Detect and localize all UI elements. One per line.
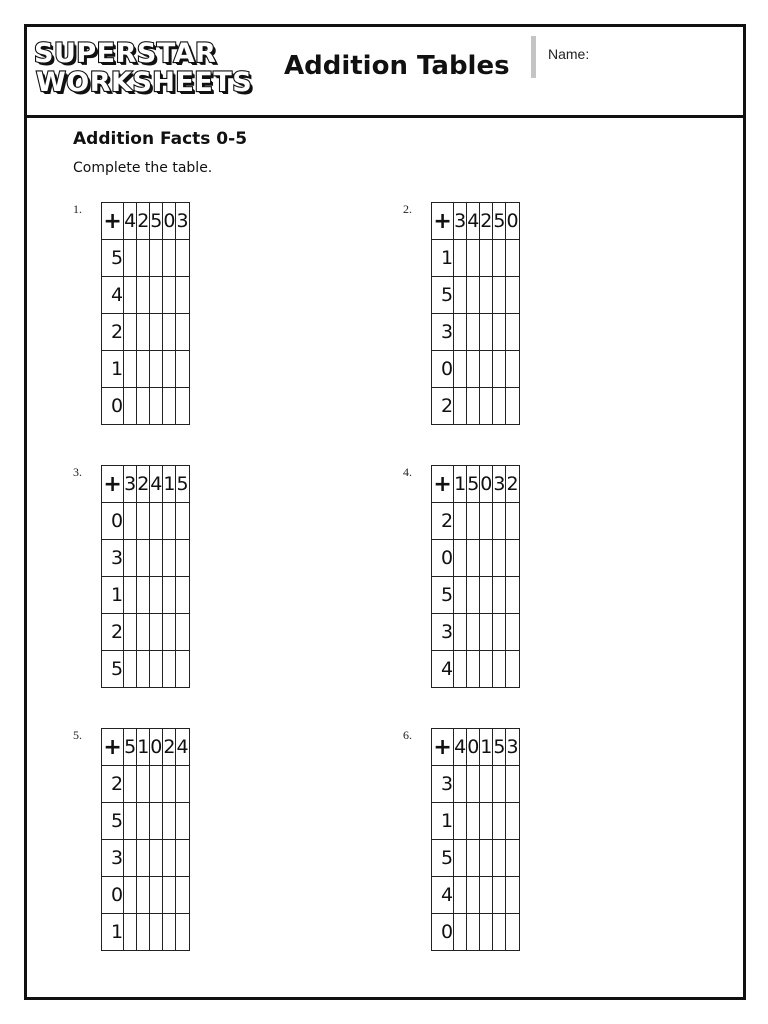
answer-cell[interactable] [137,277,150,314]
table-row [432,840,520,877]
answer-cell[interactable] [150,877,163,914]
answer-cell[interactable] [493,766,506,803]
answer-cell[interactable] [480,614,493,651]
answer-cell[interactable] [493,240,506,277]
answer-cell[interactable] [137,766,150,803]
answer-cell[interactable] [163,240,176,277]
table-row [432,388,520,425]
row-header: 1 [432,803,454,840]
row-header: 3 [102,840,124,877]
answer-cell[interactable] [124,388,137,425]
table-row [102,651,190,688]
answer-cell[interactable] [163,651,176,688]
column-header: 5 [493,203,506,240]
answer-cell[interactable] [137,503,150,540]
table-row [102,614,190,651]
row-header: 0 [102,503,124,540]
table-row [432,766,520,803]
answer-cell[interactable] [137,388,150,425]
header-row [102,203,190,240]
column-header: 1 [480,729,493,766]
answer-cell[interactable] [493,614,506,651]
answer-cell[interactable] [176,388,189,425]
row-header: 5 [102,651,124,688]
answer-cell[interactable] [454,803,467,840]
table-row [432,914,520,951]
table-row [102,240,190,277]
plus-sign: + [102,466,124,503]
addition-table [101,465,190,688]
table-row [432,240,520,277]
addition-table [101,202,190,425]
answer-cell[interactable] [506,240,519,277]
answer-cell[interactable] [150,651,163,688]
column-header: 0 [163,203,176,240]
column-header: 4 [176,729,189,766]
answer-cell[interactable] [124,314,137,351]
table-row [102,840,190,877]
row-header: 5 [432,577,454,614]
answer-cell[interactable] [176,914,189,951]
answer-cell[interactable] [493,803,506,840]
answer-cell[interactable] [163,540,176,577]
column-header: 2 [506,466,519,503]
addition-table [101,728,190,951]
answer-cell[interactable] [163,803,176,840]
column-header: 5 [124,729,137,766]
column-header: 2 [163,729,176,766]
row-header: 1 [102,577,124,614]
column-header: 2 [480,203,493,240]
answer-cell[interactable] [124,577,137,614]
column-header: 5 [176,466,189,503]
answer-cell[interactable] [137,877,150,914]
answer-cell[interactable] [176,540,189,577]
answer-cell[interactable] [493,314,506,351]
answer-cell[interactable] [506,540,519,577]
answer-cell[interactable] [506,614,519,651]
answer-cell[interactable] [493,388,506,425]
answer-cell[interactable] [467,577,480,614]
answer-cell[interactable] [506,766,519,803]
answer-cell[interactable] [480,503,493,540]
answer-cell[interactable] [467,877,480,914]
answer-cell[interactable] [163,314,176,351]
answer-cell[interactable] [467,314,480,351]
answer-cell[interactable] [493,277,506,314]
answer-cell[interactable] [137,614,150,651]
answer-cell[interactable] [124,240,137,277]
answer-cell[interactable] [163,914,176,951]
answer-cell[interactable] [150,803,163,840]
table-row [432,314,520,351]
answer-cell[interactable] [506,914,519,951]
header-row [432,729,520,766]
answer-cell[interactable] [150,540,163,577]
answer-cell[interactable] [163,614,176,651]
row-header: 1 [102,351,124,388]
answer-cell[interactable] [163,503,176,540]
column-header: 3 [454,203,467,240]
logo-line-1: SUPERSTAR [34,38,217,69]
worksheet-header [27,27,743,118]
answer-cell[interactable] [137,240,150,277]
answer-cell[interactable] [150,914,163,951]
row-header: 1 [102,914,124,951]
answer-cell[interactable] [454,651,467,688]
answer-cell[interactable] [506,840,519,877]
table-row [432,277,520,314]
row-header: 5 [432,277,454,314]
answer-cell[interactable] [480,914,493,951]
worksheet-page [24,24,746,1000]
answer-cell[interactable] [150,240,163,277]
answer-cell[interactable] [150,388,163,425]
answer-cell[interactable] [467,240,480,277]
answer-cell[interactable] [137,651,150,688]
answer-cell[interactable] [467,351,480,388]
header-row [102,729,190,766]
answer-cell[interactable] [454,503,467,540]
plus-sign: + [102,203,124,240]
answer-cell[interactable] [480,840,493,877]
row-header: 4 [432,651,454,688]
answer-cell[interactable] [493,877,506,914]
answer-cell[interactable] [480,577,493,614]
plus-sign: + [102,729,124,766]
answer-cell[interactable] [150,503,163,540]
answer-cell[interactable] [176,351,189,388]
column-header: 1 [454,466,467,503]
table-row [102,503,190,540]
answer-cell[interactable] [163,840,176,877]
answer-cell[interactable] [150,614,163,651]
answer-cell[interactable] [467,914,480,951]
column-header: 3 [176,203,189,240]
problem-number: 6. [403,728,412,742]
answer-cell[interactable] [467,651,480,688]
answer-cell[interactable] [480,351,493,388]
table-row [102,577,190,614]
table-row [102,914,190,951]
answer-cell[interactable] [150,351,163,388]
column-header: 4 [467,203,480,240]
table-row [102,388,190,425]
problem-number: 1. [73,202,82,216]
answer-cell[interactable] [467,766,480,803]
answer-cell[interactable] [454,314,467,351]
answer-cell[interactable] [124,803,137,840]
page-title: Addition Tables [284,51,510,81]
table-row [102,877,190,914]
answer-cell[interactable] [454,351,467,388]
answer-cell[interactable] [176,503,189,540]
addition-table [431,465,520,688]
header-row [432,466,520,503]
column-header: 2 [137,203,150,240]
answer-cell[interactable] [467,803,480,840]
table-row [432,803,520,840]
answer-cell[interactable] [150,277,163,314]
answer-cell[interactable] [467,540,480,577]
name-field-label: Name: [548,46,590,62]
column-header: 3 [493,466,506,503]
column-header: 1 [163,466,176,503]
answer-cell[interactable] [176,577,189,614]
column-header: 0 [150,729,163,766]
answer-cell[interactable] [150,577,163,614]
answer-cell[interactable] [163,766,176,803]
table-row [102,766,190,803]
row-header: 5 [102,803,124,840]
answer-cell[interactable] [124,877,137,914]
row-header: 3 [102,540,124,577]
answer-cell[interactable] [124,614,137,651]
answer-cell[interactable] [124,277,137,314]
plus-sign: + [432,729,454,766]
answer-cell[interactable] [124,540,137,577]
answer-cell[interactable] [137,914,150,951]
problem-number: 2. [403,202,412,216]
row-header: 3 [432,314,454,351]
answer-cell[interactable] [176,877,189,914]
row-header: 2 [432,388,454,425]
answer-cell[interactable] [124,503,137,540]
answer-cell[interactable] [124,766,137,803]
column-header: 3 [506,729,519,766]
answer-cell[interactable] [480,240,493,277]
answer-cell[interactable] [454,877,467,914]
table-row [102,314,190,351]
table-row [102,803,190,840]
row-header: 0 [432,351,454,388]
answer-cell[interactable] [506,651,519,688]
answer-cell[interactable] [454,914,467,951]
answer-cell[interactable] [480,803,493,840]
addition-table [431,202,520,425]
column-header: 5 [493,729,506,766]
answer-cell[interactable] [454,840,467,877]
table-row [432,351,520,388]
column-header: 0 [480,466,493,503]
answer-cell[interactable] [176,651,189,688]
answer-cell[interactable] [176,766,189,803]
answer-cell[interactable] [480,766,493,803]
answer-cell[interactable] [454,388,467,425]
answer-cell[interactable] [506,503,519,540]
answer-cell[interactable] [480,877,493,914]
table-row [102,277,190,314]
answer-cell[interactable] [137,540,150,577]
column-header: 4 [454,729,467,766]
header-row [432,203,520,240]
answer-cell[interactable] [150,314,163,351]
answer-cell[interactable] [493,351,506,388]
answer-cell[interactable] [163,877,176,914]
answer-cell[interactable] [493,840,506,877]
answer-cell[interactable] [124,840,137,877]
row-header: 2 [102,314,124,351]
row-header: 4 [102,277,124,314]
answer-cell[interactable] [454,577,467,614]
row-header: 0 [432,914,454,951]
name-divider [531,36,536,78]
row-header: 5 [432,840,454,877]
problem-number: 5. [73,728,82,742]
answer-cell[interactable] [480,651,493,688]
answer-cell[interactable] [137,803,150,840]
column-header: 0 [467,729,480,766]
logo-line-2: WORKSHEETS [36,67,253,98]
answer-cell[interactable] [150,766,163,803]
answer-cell[interactable] [176,277,189,314]
answer-cell[interactable] [480,388,493,425]
table-row [432,577,520,614]
answer-cell[interactable] [506,277,519,314]
answer-cell[interactable] [454,540,467,577]
answer-cell[interactable] [493,577,506,614]
row-header: 0 [102,388,124,425]
problem-number: 3. [73,465,82,479]
answer-cell[interactable] [176,803,189,840]
answer-cell[interactable] [493,651,506,688]
row-header: 3 [432,766,454,803]
addition-table [431,728,520,951]
answer-cell[interactable] [124,351,137,388]
answer-cell[interactable] [454,614,467,651]
plus-sign: + [432,466,454,503]
answer-cell[interactable] [163,277,176,314]
answer-cell[interactable] [163,351,176,388]
answer-cell[interactable] [480,540,493,577]
problem-number: 4. [403,465,412,479]
answer-cell[interactable] [493,503,506,540]
answer-cell[interactable] [163,577,176,614]
answer-cell[interactable] [137,840,150,877]
table-row [432,877,520,914]
table-row [432,651,520,688]
answer-cell[interactable] [467,277,480,314]
row-header: 4 [432,877,454,914]
column-header: 3 [124,466,137,503]
answer-cell[interactable] [124,651,137,688]
column-header: 5 [150,203,163,240]
row-header: 2 [102,614,124,651]
row-header: 0 [102,877,124,914]
answer-cell[interactable] [163,388,176,425]
column-header: 1 [137,729,150,766]
row-header: 1 [432,240,454,277]
column-header: 0 [506,203,519,240]
answer-cell[interactable] [493,540,506,577]
answer-cell[interactable] [137,351,150,388]
column-header: 5 [467,466,480,503]
plus-sign: + [432,203,454,240]
answer-cell[interactable] [506,314,519,351]
answer-cell[interactable] [467,614,480,651]
answer-cell[interactable] [467,388,480,425]
header-row [102,466,190,503]
answer-cell[interactable] [493,914,506,951]
answer-cell[interactable] [176,614,189,651]
answer-cell[interactable] [176,314,189,351]
column-header: 2 [137,466,150,503]
answer-cell[interactable] [454,240,467,277]
answer-cell[interactable] [467,503,480,540]
answer-cell[interactable] [137,577,150,614]
answer-cell[interactable] [454,277,467,314]
answer-cell[interactable] [176,240,189,277]
section-title: Addition Facts 0-5 [73,129,248,149]
answer-cell[interactable] [124,914,137,951]
row-header: 2 [102,766,124,803]
answer-cell[interactable] [454,766,467,803]
answer-cell[interactable] [506,877,519,914]
table-row [432,540,520,577]
column-header: 4 [150,466,163,503]
table-row [432,503,520,540]
answer-cell[interactable] [480,277,493,314]
table-row [102,351,190,388]
instructions: Complete the table. [73,160,213,176]
row-header: 3 [432,614,454,651]
answer-cell[interactable] [506,577,519,614]
row-header: 2 [432,503,454,540]
answer-cell[interactable] [176,840,189,877]
row-header: 5 [102,240,124,277]
answer-cell[interactable] [506,803,519,840]
answer-cell[interactable] [137,314,150,351]
answer-cell[interactable] [506,388,519,425]
table-row [432,614,520,651]
answer-cell[interactable] [480,314,493,351]
column-header: 4 [124,203,137,240]
answer-cell[interactable] [467,840,480,877]
superstar-worksheets-logo [34,38,253,105]
row-header: 0 [432,540,454,577]
answer-cell[interactable] [506,351,519,388]
answer-cell[interactable] [150,840,163,877]
table-row [102,540,190,577]
